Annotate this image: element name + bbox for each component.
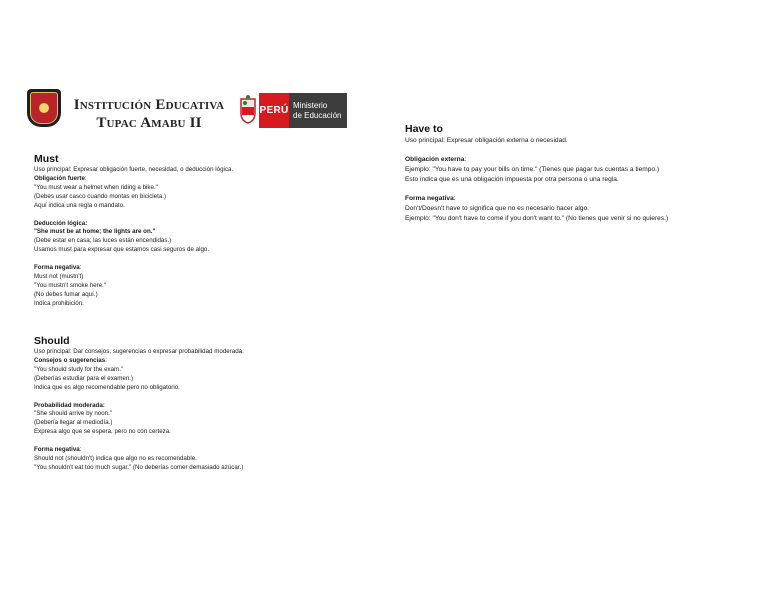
must-negative-example: "You mustn't smoke here." — [34, 281, 107, 289]
have-to-negative-note: Don't/Doesn't have to significa que no es necesario hacer algo. — [405, 205, 589, 212]
must-strong-label: Obligación fuerte: — [34, 174, 87, 182]
school-name-line1: Institución Educativa — [73, 97, 225, 113]
school-name-line2: Tupac Amabu II — [96, 115, 202, 131]
should-intro: Uso principal: Dar consejos, sugerencias o expresar probabilidad moderada. — [34, 348, 244, 355]
must-negative-form: Must not (mustn't) — [34, 273, 84, 281]
have-to-external-label: Obligación externa: — [405, 156, 467, 163]
should-advice-translation: (Deberías estudiar para el examen.) — [34, 374, 134, 382]
must-strong-translation: (Debes usar casco cuando montas en bicicleta.) — [34, 192, 167, 200]
have-to-intro: Uso principal: Expresar obligación externa o necesidad. — [405, 137, 568, 144]
school-crest-icon — [27, 89, 61, 127]
must-section — [34, 153, 364, 309]
must-heading: Must — [34, 153, 59, 165]
have-to-negative-example: Ejemplo: "You don't have to come if you don't want to." (No tienes que venir si no quieres.) — [405, 215, 669, 222]
should-probability-note: Expresa algo que se espera, pero no con certeza. — [34, 428, 171, 436]
must-strong-note: Aquí indica una regla o mandato. — [34, 201, 125, 209]
peru-logo: PERÚ — [259, 93, 289, 128]
ministry-line1: Ministerio — [293, 100, 328, 110]
should-probability-label: Probabilidad moderada: — [34, 401, 105, 409]
must-deduction-note: Usamos must para expresar que estamos casi seguros de algo. — [34, 246, 210, 254]
must-deduction-translation: (Debe estar en casa; las luces están encendidas.) — [34, 237, 172, 245]
must-strong-example: "You must wear a helmet when riding a bike." — [34, 183, 158, 191]
have-to-external-example: Ejemplo: "You have to pay your bills on time." (Tienes que pagar tus cuentas a tiempo.) — [405, 166, 660, 173]
must-deduction-example: "She must be at home; the lights are on." — [34, 228, 156, 236]
must-deduction-label: Deducción lógica: — [34, 219, 88, 227]
should-negative-note: Should not (shouldn't) indica que algo no es recomendable. — [34, 455, 197, 463]
have-to-section — [405, 123, 735, 224]
must-negative-translation: (No debes fumar aquí.) — [34, 290, 98, 298]
must-intro: Uso principal: Expresar obligación fuerte, necesidad, o deducción lógica. — [34, 166, 234, 173]
should-negative-label: Forma negativa: — [34, 446, 82, 454]
should-probability-translation: (Debería llegar al mediodía.) — [34, 419, 113, 427]
have-to-heading: Have to — [405, 123, 443, 135]
have-to-external-note: Esto indica que es una obligación impuesta por otra persona o una regla. — [405, 176, 619, 183]
must-negative-label: Forma negativa: — [34, 264, 82, 272]
should-negative-example: "You shouldn't eat too much sugar." (No deberías comer demasiado azúcar.) — [34, 463, 244, 471]
ministry-line2: de Educación — [293, 110, 342, 120]
should-advice-example: "You should study for the exam." — [34, 365, 124, 373]
have-to-negative-label: Forma negativa: — [405, 195, 456, 202]
peru-coat-of-arms-icon — [239, 95, 257, 125]
school-name — [72, 96, 226, 132]
ministry-logo — [289, 93, 347, 128]
should-section — [34, 335, 364, 473]
should-probability-example: "She should arrive by noon." — [34, 410, 113, 418]
should-advice-label: Consejos o sugerencias: — [34, 356, 107, 364]
should-heading: Should — [34, 335, 70, 347]
should-advice-note: Indica que es algo recomendable pero no obligatorio. — [34, 383, 180, 391]
must-negative-note: Indica prohibición. — [34, 299, 84, 307]
